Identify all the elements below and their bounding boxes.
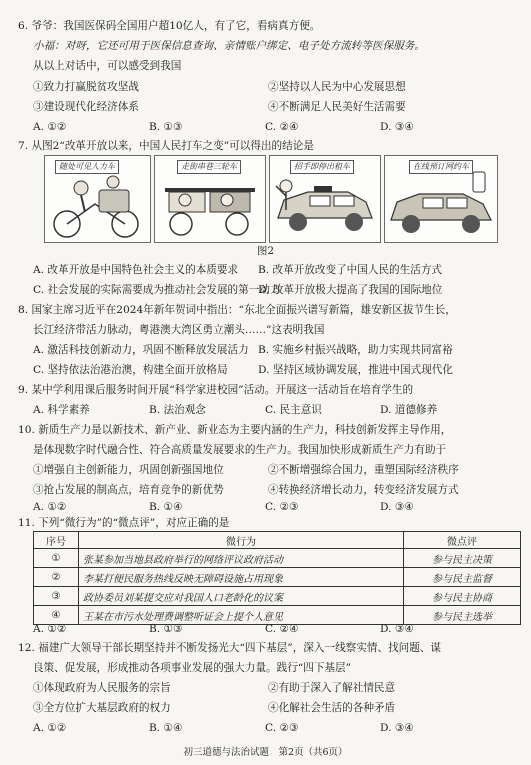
q10-choice-c: C. ②③ — [265, 501, 299, 513]
cartoon-caption-ride-hailing: 在线预订网约车 — [409, 160, 473, 174]
q10-option-3: ③抢占发展的制高点，培育竞争的新优势 — [33, 484, 224, 496]
q6-stem-line2: 小福：对呀，它还可用于医保信息查询、亲情账户绑定、电子处方流转等医保服务。 — [33, 40, 425, 52]
cartoon-panel-ride-hailing — [384, 155, 498, 243]
q10-choice-d: D. ③④ — [380, 501, 414, 513]
cartoon-caption-taxi: 招手即停出租车 — [290, 160, 354, 174]
q6-stem-line1: 6. 爷爷：我国医保码全国用户超10亿人，有了它，看病真方便。 — [18, 20, 321, 32]
cartoon-panel-tricycle — [154, 155, 266, 243]
q11-choice-b: B. ①③ — [149, 623, 183, 635]
q12-stem-line2: 良策、促发展，形成推动各项事业发展的强大力量。践行“四下基层” — [33, 662, 352, 674]
col-header-act: 微行为 — [79, 532, 404, 549]
cartoon-panel-taxi — [269, 155, 381, 243]
q10-choice-b: B. ①④ — [149, 501, 183, 513]
q6-choice-d: D. ③④ — [380, 121, 414, 133]
row-no: ④ — [34, 606, 79, 625]
row-act: 政协委员刘某提交应对我国人口老龄化的议案 — [79, 587, 404, 606]
row-comment: 参与民主监督 — [404, 568, 521, 587]
q12-choice-d: D. ③④ — [380, 722, 414, 734]
q12-option-4: ④化解社会生活的各种矛盾 — [268, 702, 396, 714]
row-act: 张某参加当地县政府举行的网络评议政府活动 — [79, 549, 404, 568]
q12-option-2: ②有助于深入了解社情民意 — [268, 682, 396, 694]
q7-option-a: A. 改革开放是中国特色社会主义的本质要求 — [33, 264, 239, 276]
q12-choice-a: A. ①② — [33, 722, 67, 734]
q12-option-3: ③全方位扩大基层政府的权力 — [33, 702, 171, 714]
q12-choice-b: B. ①④ — [149, 722, 183, 734]
q9-choice-c: C. 民主意识 — [265, 404, 322, 416]
q6-choice-a: A. ①② — [33, 121, 67, 133]
q9-choice-b: B. 法治观念 — [149, 404, 206, 416]
q11-table-header — [34, 532, 521, 549]
table-row — [34, 549, 521, 568]
row-no: ③ — [34, 587, 79, 606]
q11-choice-c: C. ②④ — [265, 623, 299, 635]
figure-2-cartoon-strip — [44, 155, 496, 241]
q7-option-b: B. 改革开放改变了中国人民的生活方式 — [258, 264, 443, 276]
table-row — [34, 587, 521, 606]
q6-choice-b: B. ①③ — [149, 121, 183, 133]
figure-caption: 图2 — [256, 245, 275, 257]
q10-option-2: ②不断增强综合国力，重塑国际经济秩序 — [268, 464, 459, 476]
row-no: ② — [34, 568, 79, 587]
q8-stem-line2: 长江经济带活力脉动，粤港澳大湾区勇立潮头……”这表明我国 — [33, 324, 325, 336]
q6-option-3: ③建设现代化经济体系 — [33, 101, 139, 113]
q12-choice-c: C. ②③ — [265, 722, 299, 734]
row-act: 王某在市污水处理费调整听证会上提个人意见 — [79, 606, 404, 625]
q7-stem: 7. 从图2“改革开放以来，中国人民打车之变”可以得出的结论是 — [18, 140, 314, 152]
q7-option-c: C. 社会发展的实际需要成为推动社会发展的第一动力 — [33, 284, 281, 296]
row-comment: 参与民主决策 — [404, 549, 521, 568]
q10-option-4: ④转换经济增长动力，转变经济发展方式 — [268, 484, 459, 496]
q10-choice-a: A. ①② — [33, 501, 67, 513]
q11-choice-d: D. ③④ — [380, 623, 414, 635]
q9-stem: 9. 某中学利用课后服务时间开展“科学家进校园”活动。开展这一活动旨在培育学生的 — [18, 384, 414, 396]
col-header-comment: 微点评 — [404, 532, 521, 549]
q11-choice-a: A. ①② — [33, 623, 67, 635]
q9-choice-d: D. 道德修养 — [380, 404, 438, 416]
row-act: 李某打便民服务热线反映无障碍设施占用现象 — [79, 568, 404, 587]
q7-option-d: D. 改革开放极大提高了我国的国际地位 — [258, 284, 443, 296]
cartoon-caption-tricycle: 走街串巷三轮车 — [177, 160, 241, 174]
q11-table — [33, 531, 521, 625]
cartoon-caption-rickshaw: 随处可见人力车 — [55, 160, 119, 174]
q6-choice-c: C. ②④ — [265, 121, 299, 133]
q8-option-c: C. 坚持依法治港治澳，构建全面开放格局 — [33, 364, 228, 376]
q10-stem-line2: 是体现数字时代融合性、符合高质量发展要求的生产力。我国加快形成新质生产力有助于 — [33, 444, 447, 456]
q8-option-d: D. 坚持区域协调发展，推进中国式现代化 — [258, 364, 453, 376]
table-row — [34, 568, 521, 587]
row-comment: 参与民主协商 — [404, 587, 521, 606]
q12-option-1: ①体现政府为人民服务的宗旨 — [33, 682, 171, 694]
q10-option-1: ①增强自主创新能力，巩固创新强国地位 — [33, 464, 224, 476]
q8-option-a: A. 激活科技创新动力，巩固不断释放发展活力 — [33, 344, 249, 356]
q8-stem-line1: 8. 国家主席习近平在2024年新年贺词中指出：“东北全面振兴谱写新篇，雄安新区拔节生长， — [18, 304, 456, 316]
cartoon-panel-rickshaw — [44, 155, 151, 243]
col-header-no: 序号 — [34, 532, 79, 549]
q6-option-4: ④不断满足人民美好生活需要 — [268, 101, 406, 113]
row-comment: 参与民主选举 — [404, 606, 521, 625]
page-footer: 初三道德与法治试题 第2页（共6页） — [183, 747, 348, 758]
q10-stem-line1: 10. 新质生产力是以新技术、新产业、新业态为主要内涵的生产力，科技创新发挥主导作用， — [18, 424, 452, 436]
q6-option-1: ①致力打赢脱贫攻坚战 — [33, 81, 139, 93]
q6-option-2: ②坚持以人民为中心发展思想 — [268, 81, 406, 93]
q6-stem-line3: 从以上对话中，可以感受到我国 — [33, 60, 182, 72]
q8-option-b: B. 实施乡村振兴战略，助力实现共同富裕 — [258, 344, 453, 356]
q11-stem: 11. 下列“微行为”的“微点评”，对应正确的是 — [18, 517, 230, 529]
q12-stem-line1: 12. 福建广大领导干部长期坚持并不断发扬光大“四下基层”，深入一线察实情、找问题、谋 — [18, 642, 442, 654]
row-no: ① — [34, 549, 79, 568]
q9-choice-a: A. 科学素养 — [33, 404, 90, 416]
